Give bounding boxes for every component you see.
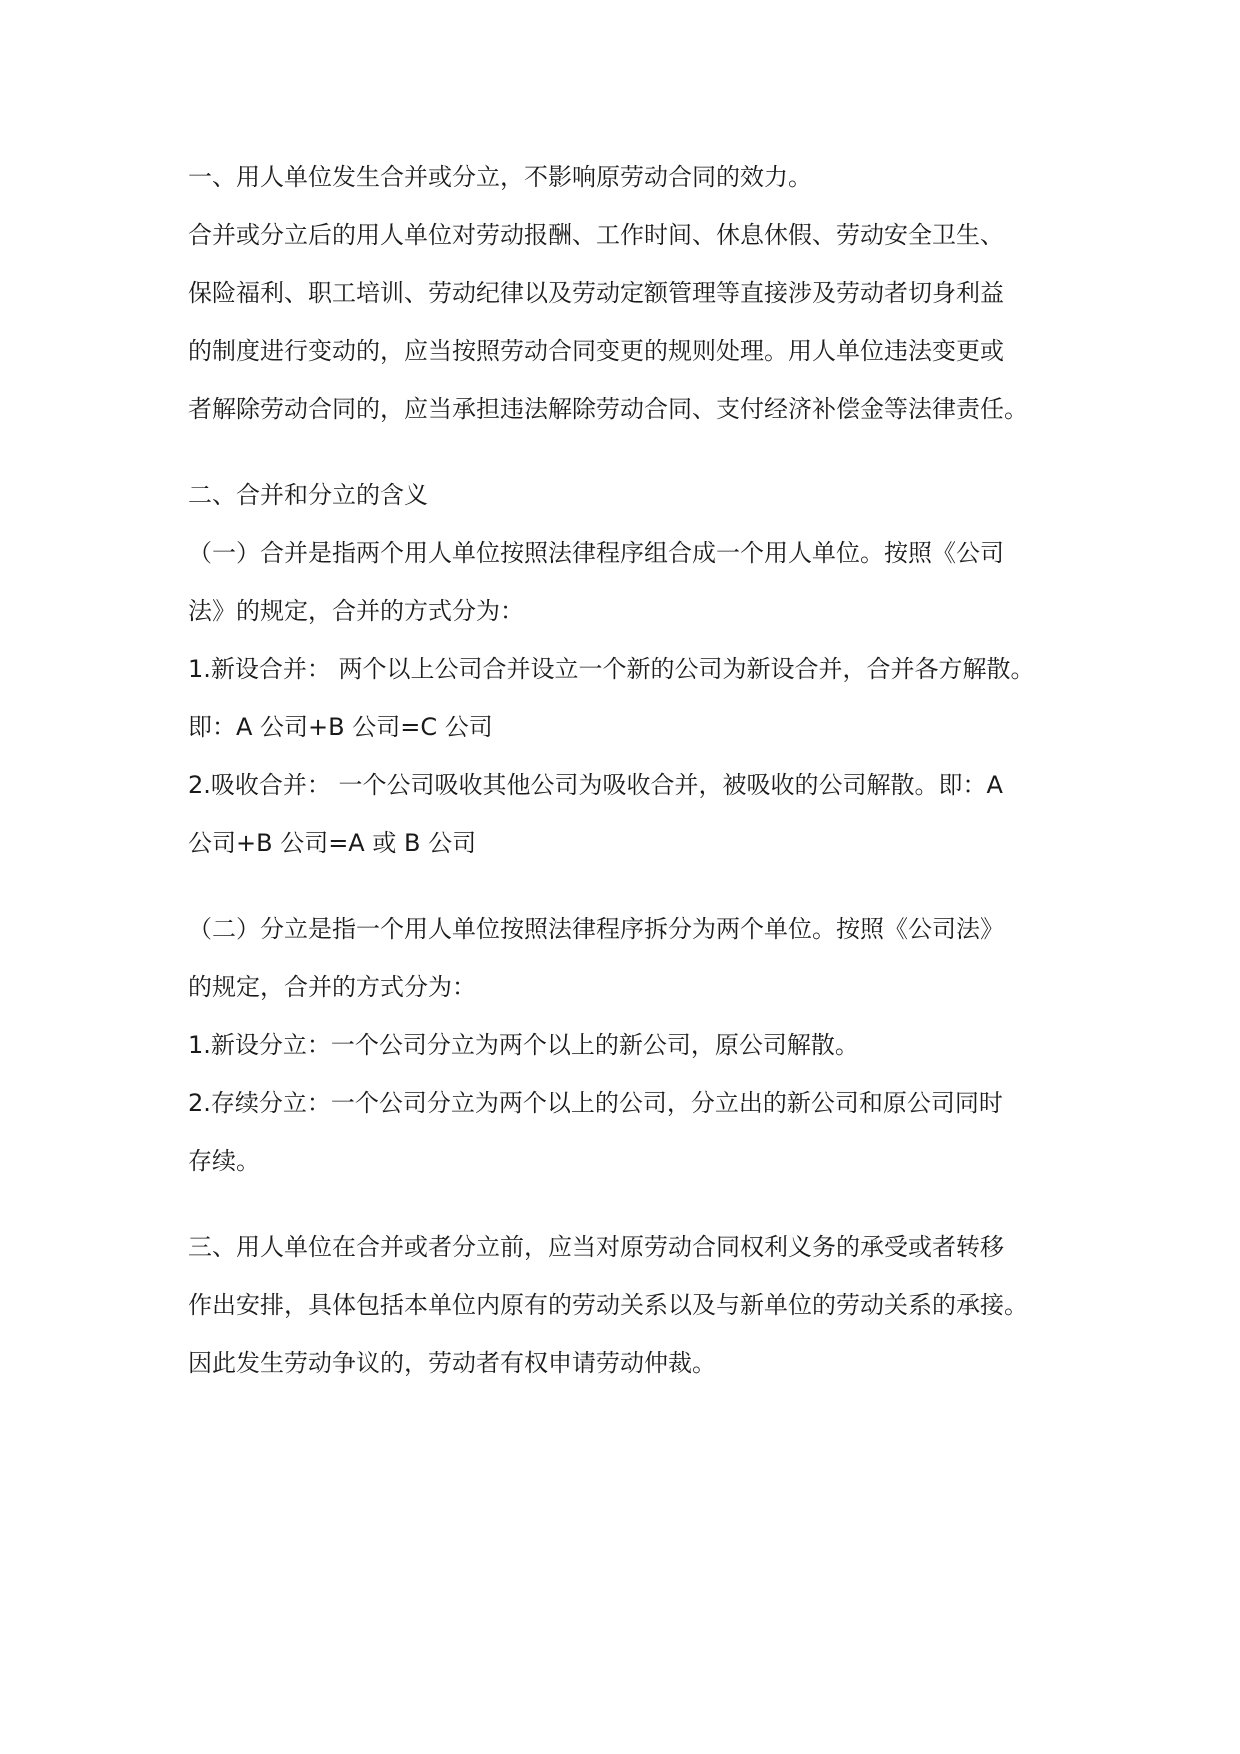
split-continue-line: 2.存续分立：一个公司分立为两个以上的公司，分立出的新公司和原公司同时 xyxy=(188,1089,1003,1117)
merger-new-line: 1.新设合并： 两个以上公司合并设立一个新的公司为新设合并，合并各方解散。 xyxy=(188,655,1035,683)
section1-para-line: 的制度进行变动的，应当按照劳动合同变更的规则处理。用人单位违法变更或 xyxy=(188,337,1004,365)
section1-para-line: 保险福利、职工培训、劳动纪律以及劳动定额管理等直接涉及劳动者切身利益 xyxy=(188,279,1004,307)
merger-intro-line: （一）合并是指两个用人单位按照法律程序组合成一个用人单位。按照《公司 xyxy=(188,539,1004,567)
split-intro-line: 的规定，合并的方式分为： xyxy=(188,973,476,1001)
section3-para-line: 作出安排，具体包括本单位内原有的劳动关系以及与新单位的劳动关系的承接。 xyxy=(188,1291,1028,1319)
section3-para-line: 三、用人单位在合并或者分立前，应当对原劳动合同权利义务的承受或者转移 xyxy=(188,1233,1004,1261)
merger-absorb-formula: 公司+B 公司=A 或 B 公司 xyxy=(188,829,477,857)
merger-absorb-line: 2.吸收合并： 一个公司吸收其他公司为吸收合并，被吸收的公司解散。即：A xyxy=(188,771,1003,799)
split-new-line: 1.新设分立：一个公司分立为两个以上的新公司，原公司解散。 xyxy=(188,1031,859,1059)
section3-para-line: 因此发生劳动争议的，劳动者有权申请劳动仲裁。 xyxy=(188,1349,716,1377)
merger-intro-line: 法》的规定，合并的方式分为： xyxy=(188,597,524,625)
section1-para-line: 合并或分立后的用人单位对劳动报酬、工作时间、休息休假、劳动安全卫生、 xyxy=(188,221,1004,249)
section1-heading: 一、用人单位发生合并或分立，不影响原劳动合同的效力。 xyxy=(188,163,812,191)
split-continue-line: 存续。 xyxy=(188,1147,260,1175)
section2-heading: 二、合并和分立的含义 xyxy=(188,481,428,509)
merger-new-formula: 即：A 公司+B 公司=C 公司 xyxy=(188,713,493,741)
section1-para-line: 者解除劳动合同的，应当承担违法解除劳动合同、支付经济补偿金等法律责任。 xyxy=(188,395,1028,423)
split-intro-line: （二）分立是指一个用人单位按照法律程序拆分为两个单位。按照《公司法》 xyxy=(188,915,1004,943)
